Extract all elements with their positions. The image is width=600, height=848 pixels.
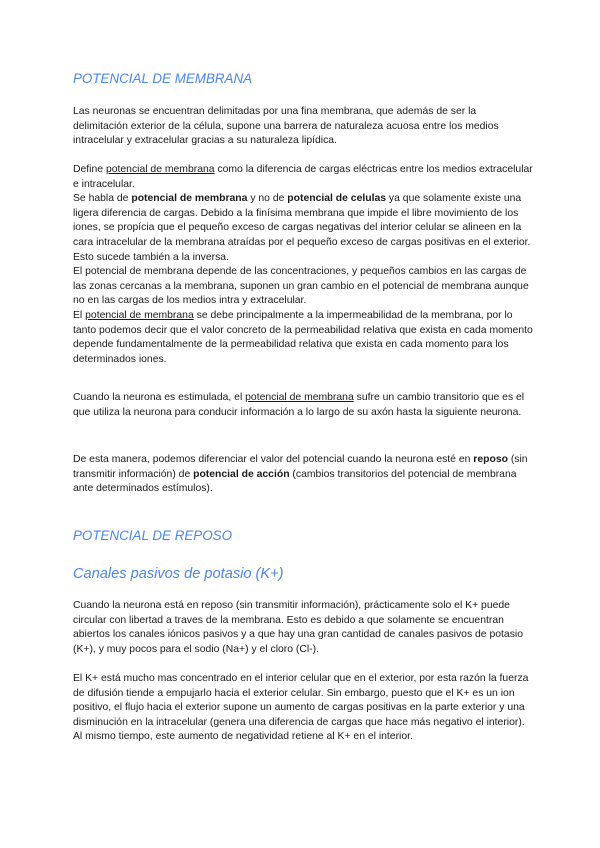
paragraph-se-habla: Se habla de potencial de membrana y no de potencial de celulas ya que solamente existe una ligera diferencia de cargas. Debido a la finísima membrana que impide el libre movimiento de los iones, se propícia que el pequeño exceso de cargas negativas del interior celular se alineen en la cara intracelular de la membrana atraídas por el pequeño exceso de cargas positivas en el exterior. Esto sucede también a la inversa. bbox=[73, 193, 531, 263]
paragraph-reposo-intro: Cuando la neurona está en reposo (sin transmitir información), prácticamente solo el K+ puede circular con libertad a traves de la membrana. Esto es debido a que solamente se encuentran abiertos los canales iónicos pasivos y a que hay una gran cantidad de canales pasivos de potasio (K+), y muy pocos para el sodio (Na+) y el cloro (Cl-). bbox=[73, 600, 523, 655]
term-potencial-membrana-link[interactable]: potencial de membrana bbox=[105, 164, 215, 175]
heading-potencial-membrana: POTENCIAL DE MEMBRANA bbox=[73, 71, 253, 86]
paragraph-k-concentrado: El K+ está mucho mas concentrado en el interior celular que en el exterior, por esta razón la fuerza de difusión tiende a empujarlo hacia el exterior celular. Sin embargo, puesto que el K+ es un ion positivo, el flujo hacia el exterior supone un aumento de cargas positivas en la parte exterior y una disminución en la intracelular (genera una diferencia de cargas que hace más negativo el interior). bbox=[73, 673, 529, 728]
paragraph-definicion: Define potencial de membrana como la diferencia de cargas eléctricas entre los medios extracelular e intracelular. bbox=[73, 164, 533, 190]
term-potencial-membrana-link[interactable]: potencial de membrana bbox=[245, 392, 354, 403]
paragraph-depende: El potencial de membrana depende de las concentraciones, y pequeños cambios en las cargas de las zonas cercanas a la membrana, suponen un gran cambio en el potencial de membrana aunque no en las cargas de los medios intra y extracelular. bbox=[73, 266, 529, 307]
paragraph-estimulada: Cuando la neurona es estimulada, el potencial de membrana sufre un cambio transitorio que es el que utiliza la neurona para conducir información a lo largo de su axón hasta la siguiente neurona. bbox=[73, 392, 525, 418]
paragraph-membrana-intro: Las neuronas se encuentran delimitadas por una fina membrana, que además de ser la delimitación exterior de la célula, supone una barrera de naturaleza acuosa entre los medios intracelular y extracelular gracias a su naturaleza lipídica. bbox=[73, 106, 499, 147]
paragraph-k-block bbox=[73, 672, 533, 745]
subheading-canales-pasivos: Canales pasivos de potasio (K+) bbox=[73, 566, 284, 582]
paragraph-k-retiene: Al mismo tiempo, este aumento de negatividad retiene al K+ en el interior. bbox=[73, 731, 413, 743]
term-potencial-membrana-link[interactable]: potencial de membrana bbox=[85, 309, 194, 321]
paragraph-definicion-block bbox=[73, 163, 533, 367]
paragraph-impermeabilidad: El potencial de membrana se debe principalmente a la impermeabilidad de la membrana, por lo tanto podemos decir que el valor concreto de la permeabilidad relativa que exista en cada momento depende fundamentalmente de la permeabilidad relativa que exista en cada momento para los determinados iones. bbox=[73, 309, 533, 365]
heading-potencial-reposo: POTENCIAL DE REPOSO bbox=[73, 528, 232, 543]
paragraph-reposo-accion: De esta manera, podemos diferenciar el valor del potencial cuando la neurona esté en reposo (sin transmitir información) de potencial de acción (cambios transitorios del potencial de membrana ante determinados estímulos). bbox=[73, 454, 528, 495]
